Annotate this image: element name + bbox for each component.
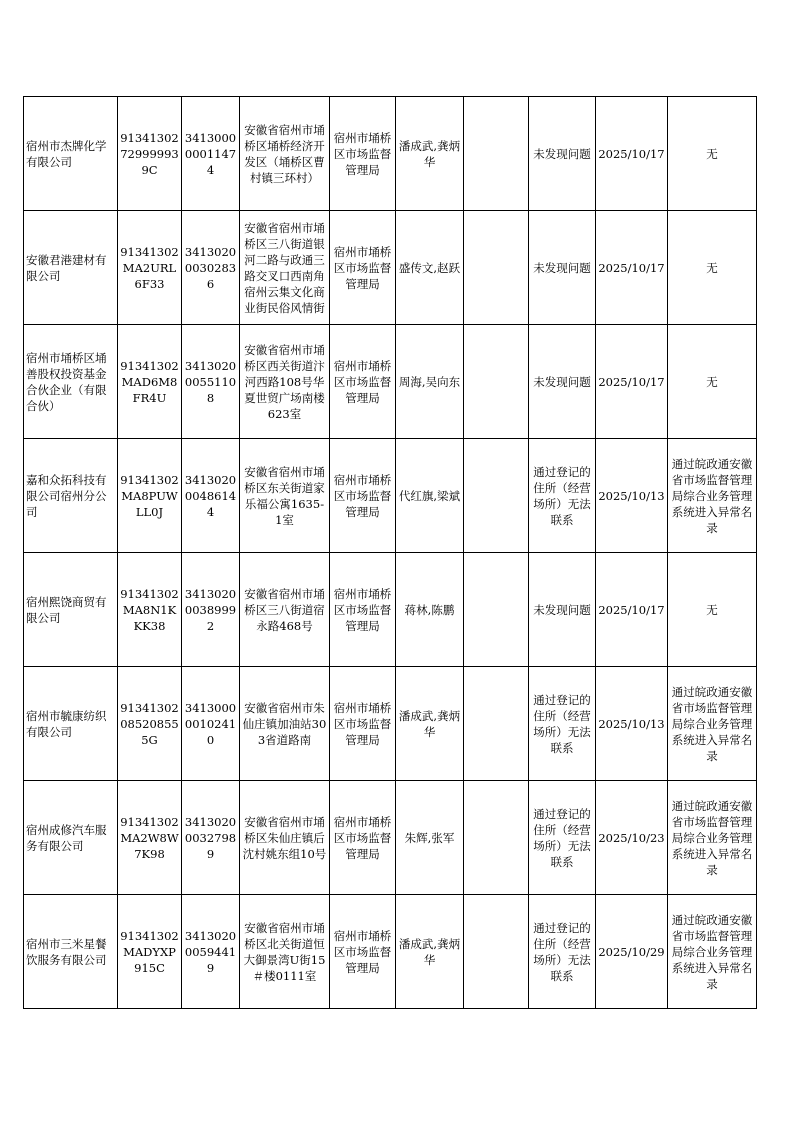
registration-number-cell-text: 341302000486144 <box>184 472 237 519</box>
measure-cell <box>668 439 757 553</box>
empty-cell <box>464 439 529 553</box>
table-row <box>24 895 757 1009</box>
authority-cell <box>330 895 396 1009</box>
company-name-cell-text: 宿州市埇桥区埇善股权投资基金合伙企业（有限合伙） <box>26 350 107 413</box>
measure-cell-text: 通过皖政通安徽省市场监督管理局综合业务管理系统进入异常名录 <box>671 684 753 763</box>
credit-code-cell-text: 91341302MA8N1KKK38 <box>120 586 179 633</box>
authority-cell-text: 宿州市埇桥区市场监督管理局 <box>333 700 392 747</box>
inspectors-cell <box>396 895 464 1009</box>
company-name-cell-text: 安徽君港建材有限公司 <box>26 252 107 283</box>
credit-code-cell-text: 91341302MADYXP915C <box>120 928 179 975</box>
inspectors-cell <box>396 781 464 895</box>
company-name-cell <box>24 439 118 553</box>
empty-cell <box>464 667 529 781</box>
credit-code-cell-text: 91341302MAD6M8FR4U <box>120 358 179 405</box>
inspection-date-cell-text: 2025/10/13 <box>598 716 665 731</box>
inspection-date-cell-text: 2025/10/17 <box>598 146 665 161</box>
authority-cell <box>330 553 396 667</box>
company-name-cell-text: 宿州市毓康纺织有限公司 <box>26 708 107 739</box>
inspection-result-cell-text: 通过登记的住所（经营场所）无法联系 <box>533 920 591 983</box>
inspection-date-cell-text: 2025/10/29 <box>598 944 665 959</box>
empty-cell <box>464 325 529 439</box>
authority-cell-text: 宿州市埇桥区市场监督管理局 <box>333 244 392 291</box>
company-name-cell-text: 宿州市三米星餐饮服务有限公司 <box>26 936 107 967</box>
company-name-cell <box>24 211 118 325</box>
credit-code-cell <box>118 895 182 1009</box>
inspectors-cell-text: 朱辉,张军 <box>404 830 455 845</box>
inspectors-cell-text: 盛传文,赵跃 <box>398 260 461 275</box>
inspection-date-cell-text: 2025/10/13 <box>598 488 665 503</box>
address-cell-text: 安徽省宿州市朱仙庄镇加油站303省道路南 <box>242 700 327 747</box>
inspection-result-cell-text: 未发现问题 <box>533 602 591 617</box>
table-row <box>24 439 757 553</box>
authority-cell-text: 宿州市埇桥区市场监督管理局 <box>333 814 392 861</box>
registration-number-cell-text: 341302000389992 <box>184 586 237 633</box>
measure-cell <box>668 895 757 1009</box>
registration-number-cell <box>182 781 240 895</box>
registration-number-cell <box>182 325 240 439</box>
measure-cell-text: 无 <box>706 260 718 275</box>
measure-cell <box>668 211 757 325</box>
company-name-cell <box>24 553 118 667</box>
measure-cell-text: 通过皖政通安徽省市场监督管理局综合业务管理系统进入异常名录 <box>671 798 753 877</box>
registration-number-cell-text: 341302000594419 <box>184 928 237 975</box>
inspection-records-table <box>23 96 757 1009</box>
inspection-result-cell <box>529 97 596 211</box>
company-name-cell-text: 宿州成修汽车服务有限公司 <box>26 822 107 853</box>
credit-code-cell <box>118 667 182 781</box>
company-name-cell <box>24 781 118 895</box>
authority-cell <box>330 667 396 781</box>
measure-cell-text: 通过皖政通安徽省市场监督管理局综合业务管理系统进入异常名录 <box>671 456 753 535</box>
table-row <box>24 97 757 211</box>
table-row <box>24 781 757 895</box>
inspection-date-cell <box>596 667 668 781</box>
empty-cell <box>464 553 529 667</box>
measure-cell <box>668 553 757 667</box>
address-cell <box>240 553 330 667</box>
table-row <box>24 667 757 781</box>
authority-cell <box>330 97 396 211</box>
address-cell <box>240 325 330 439</box>
address-cell-text: 安徽省宿州市埇桥区北关街道恒大御景湾U街15＃楼0111室 <box>243 920 326 983</box>
registration-number-cell-text: 341300000011474 <box>184 130 237 177</box>
address-cell <box>240 211 330 325</box>
address-cell-text: 安徽省宿州市埇桥区三八街道银河二路与政通三路交叉口西南角宿州云集文化商业街民俗风情街 <box>244 220 325 315</box>
registration-number-cell-text: 341302000302836 <box>184 244 237 291</box>
authority-cell <box>330 211 396 325</box>
registration-number-cell <box>182 97 240 211</box>
inspection-result-cell <box>529 781 596 895</box>
inspection-date-cell <box>596 553 668 667</box>
inspectors-cell <box>396 97 464 211</box>
address-cell-text: 安徽省宿州市埇桥区埇桥经济开发区（埇桥区曹村镇三环村） <box>244 122 325 185</box>
credit-code-cell <box>118 439 182 553</box>
inspection-result-cell <box>529 211 596 325</box>
inspection-result-cell <box>529 325 596 439</box>
inspection-result-cell-text: 通过登记的住所（经营场所）无法联系 <box>533 806 591 869</box>
authority-cell-text: 宿州市埇桥区市场监督管理局 <box>333 472 392 519</box>
address-cell <box>240 667 330 781</box>
measure-cell <box>668 325 757 439</box>
inspection-date-cell <box>596 439 668 553</box>
registration-number-cell <box>182 439 240 553</box>
company-name-cell <box>24 895 118 1009</box>
address-cell <box>240 439 330 553</box>
authority-cell-text: 宿州市埇桥区市场监督管理局 <box>333 586 392 633</box>
inspection-result-cell-text: 通过登记的住所（经营场所）无法联系 <box>533 692 591 755</box>
registration-number-cell <box>182 211 240 325</box>
credit-code-cell <box>118 211 182 325</box>
credit-code-cell <box>118 781 182 895</box>
registration-number-cell <box>182 667 240 781</box>
inspection-date-cell-text: 2025/10/17 <box>598 602 665 617</box>
inspectors-cell-text: 代红旗,梁斌 <box>398 488 461 503</box>
table-body <box>24 97 757 1009</box>
measure-cell <box>668 667 757 781</box>
inspection-date-cell <box>596 211 668 325</box>
company-name-cell-text: 宿州市杰牌化学有限公司 <box>26 138 107 169</box>
credit-code-cell <box>118 325 182 439</box>
credit-code-cell-text: 91341302MA2URL6F33 <box>120 244 179 291</box>
authority-cell-text: 宿州市埇桥区市场监督管理局 <box>333 928 392 975</box>
inspectors-cell <box>396 667 464 781</box>
authority-cell-text: 宿州市埇桥区市场监督管理局 <box>333 358 392 405</box>
inspectors-cell-text: 潘成武,龚炳华 <box>398 708 461 739</box>
inspection-result-cell-text: 未发现问题 <box>533 146 591 161</box>
table-row <box>24 553 757 667</box>
address-cell <box>240 781 330 895</box>
measure-cell-text: 通过皖政通安徽省市场监督管理局综合业务管理系统进入异常名录 <box>671 912 753 991</box>
inspection-result-cell-text: 未发现问题 <box>533 374 591 389</box>
inspectors-cell <box>396 211 464 325</box>
inspection-result-cell <box>529 667 596 781</box>
measure-cell-text: 无 <box>706 602 718 617</box>
registration-number-cell-text: 341300000102410 <box>184 700 237 747</box>
inspectors-cell-text: 蒋林,陈鹏 <box>404 602 455 617</box>
company-name-cell-text: 宿州熙饶商贸有限公司 <box>26 594 107 625</box>
address-cell-text: 安徽省宿州市埇桥区朱仙庄镇后沈村姚东组10号 <box>242 814 327 861</box>
address-cell <box>240 97 330 211</box>
inspection-date-cell <box>596 895 668 1009</box>
inspectors-cell <box>396 439 464 553</box>
credit-code-cell-text: 91341302MA8PUWLL0J <box>120 472 179 519</box>
table-row <box>24 325 757 439</box>
address-cell-text: 安徽省宿州市埇桥区东关街道家乐福公寓1635-1室 <box>244 464 325 527</box>
empty-cell <box>464 781 529 895</box>
inspection-date-cell-text: 2025/10/17 <box>598 374 665 389</box>
company-name-cell <box>24 325 118 439</box>
inspection-date-cell-text: 2025/10/17 <box>598 260 665 275</box>
credit-code-cell <box>118 97 182 211</box>
credit-code-cell-text: 9134130208520855 5G <box>120 700 179 747</box>
inspection-result-cell <box>529 553 596 667</box>
address-cell <box>240 895 330 1009</box>
table-row <box>24 211 757 325</box>
company-name-cell-text: 嘉和众拓科技有限公司宿州分公司 <box>26 472 107 519</box>
authority-cell <box>330 325 396 439</box>
address-cell-text: 安徽省宿州市埇桥区西关街道汴河西路108号华夏世贸广场南楼623室 <box>244 342 325 421</box>
inspection-date-cell <box>596 781 668 895</box>
address-cell-text: 安徽省宿州市埇桥区三八街道宿永路468号 <box>244 586 325 633</box>
empty-cell <box>464 97 529 211</box>
authority-cell <box>330 781 396 895</box>
empty-cell <box>464 895 529 1009</box>
registration-number-cell <box>182 895 240 1009</box>
registration-number-cell <box>182 553 240 667</box>
authority-cell-text: 宿州市埇桥区市场监督管理局 <box>333 130 392 177</box>
measure-cell-text: 无 <box>706 374 718 389</box>
registration-number-cell-text: 341302000551108 <box>184 358 237 405</box>
credit-code-cell-text: 91341302729999939C <box>120 130 179 177</box>
credit-code-cell-text: 91341302MA2W8W7K98 <box>120 814 179 861</box>
company-name-cell <box>24 97 118 211</box>
inspection-date-cell <box>596 325 668 439</box>
inspection-result-cell <box>529 895 596 1009</box>
company-name-cell <box>24 667 118 781</box>
credit-code-cell <box>118 553 182 667</box>
measure-cell <box>668 97 757 211</box>
authority-cell <box>330 439 396 553</box>
inspection-date-cell-text: 2025/10/23 <box>598 830 665 845</box>
measure-cell <box>668 781 757 895</box>
inspectors-cell-text: 周海,吴向东 <box>398 374 461 389</box>
inspection-result-cell <box>529 439 596 553</box>
inspectors-cell <box>396 325 464 439</box>
inspection-date-cell <box>596 97 668 211</box>
measure-cell-text: 无 <box>706 146 718 161</box>
inspectors-cell-text: 潘成武,龚炳华 <box>398 138 461 169</box>
inspectors-cell <box>396 553 464 667</box>
registration-number-cell-text: 341302000327989 <box>184 814 237 861</box>
inspectors-cell-text: 潘成武,龚炳华 <box>398 936 461 967</box>
empty-cell <box>464 211 529 325</box>
inspection-result-cell-text: 通过登记的住所（经营场所）无法联系 <box>533 464 591 527</box>
inspection-result-cell-text: 未发现问题 <box>533 260 591 275</box>
